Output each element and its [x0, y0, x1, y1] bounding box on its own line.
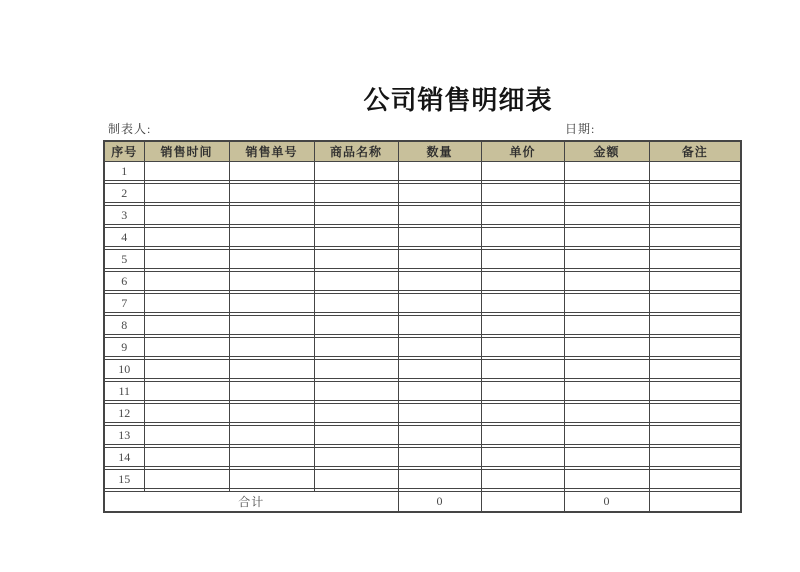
- cell-order_no: [229, 382, 314, 401]
- prepared-by-label: 制表人:: [108, 122, 152, 136]
- cell-sale_time: [144, 448, 229, 467]
- table-row: [104, 228, 741, 247]
- column-header-remark: 备注: [649, 141, 741, 162]
- cell-sale_time: [144, 470, 229, 489]
- cell-remark: [649, 184, 741, 203]
- cell-product_name: [314, 294, 398, 313]
- cell-product_name: [314, 250, 398, 269]
- cell-product_name: [314, 448, 398, 467]
- cell-amount: [564, 250, 649, 269]
- cell-order_no: [229, 294, 314, 313]
- cell-remark: [649, 162, 741, 181]
- cell-quantity: [398, 250, 481, 269]
- table-row: [104, 426, 741, 445]
- page-title: 公司销售明细表: [363, 85, 553, 115]
- cell-quantity: [398, 294, 481, 313]
- cell-remark: [649, 250, 741, 269]
- cell-order_no: [229, 470, 314, 489]
- cell-unit_price: [481, 162, 564, 181]
- cell-product_name: [314, 360, 398, 379]
- cell-order_no: [229, 448, 314, 467]
- column-header-unit-price: 单价: [481, 141, 564, 162]
- table-row: [104, 316, 741, 335]
- cell-product_name: [314, 206, 398, 225]
- cell-unit_price: [481, 228, 564, 247]
- cell-product_name: [314, 316, 398, 335]
- cell-remark: [649, 272, 741, 291]
- table-row: [104, 162, 741, 181]
- cell-sale_time: [144, 206, 229, 225]
- cell-product_name: [314, 184, 398, 203]
- row-number-cell: 4: [104, 228, 144, 247]
- cell-product_name: [314, 338, 398, 357]
- cell-amount: [564, 272, 649, 291]
- cell-unit_price: [481, 470, 564, 489]
- cell-amount: [564, 228, 649, 247]
- amount-total-cell: 0: [564, 492, 649, 513]
- cell-amount: [564, 184, 649, 203]
- cell-quantity: [398, 316, 481, 335]
- cell-quantity: [398, 470, 481, 489]
- cell-order_no: [229, 426, 314, 445]
- cell-remark: [649, 294, 741, 313]
- total-row: [104, 492, 741, 513]
- table-row: [104, 206, 741, 225]
- cell-sale_time: [144, 426, 229, 445]
- cell-order_no: [229, 404, 314, 423]
- column-header-sale-time: 销售时间: [144, 141, 229, 162]
- cell-quantity: [398, 206, 481, 225]
- cell-quantity: [398, 360, 481, 379]
- cell-unit_price: [481, 338, 564, 357]
- cell-remark: [649, 382, 741, 401]
- row-number-cell: 5: [104, 250, 144, 269]
- table-row: [104, 272, 741, 291]
- row-number-cell: 12: [104, 404, 144, 423]
- date-label: 日期:: [565, 122, 596, 136]
- cell-amount: [564, 404, 649, 423]
- cell-quantity: [398, 448, 481, 467]
- column-header-index: 序号: [104, 141, 144, 162]
- row-number-cell: 6: [104, 272, 144, 291]
- cell-quantity: [398, 272, 481, 291]
- cell-amount: [564, 162, 649, 181]
- cell-remark: [649, 448, 741, 467]
- cell-amount: [564, 426, 649, 445]
- cell-product_name: [314, 404, 398, 423]
- row-number-cell: 14: [104, 448, 144, 467]
- cell-order_no: [229, 184, 314, 203]
- cell-sale_time: [144, 162, 229, 181]
- table-row: [104, 382, 741, 401]
- cell-order_no: [229, 206, 314, 225]
- table-row: [104, 250, 741, 269]
- cell-unit_price: [481, 250, 564, 269]
- cell-quantity: [398, 382, 481, 401]
- row-number-cell: 10: [104, 360, 144, 379]
- table-row: [104, 360, 741, 379]
- cell-unit_price: [481, 294, 564, 313]
- cell-unit_price: [481, 426, 564, 445]
- cell-sale_time: [144, 272, 229, 291]
- cell-unit_price: [481, 316, 564, 335]
- quantity-total-cell: 0: [398, 492, 481, 513]
- cell-remark: [649, 206, 741, 225]
- row-number-cell: 3: [104, 206, 144, 225]
- cell-sale_time: [144, 228, 229, 247]
- cell-order_no: [229, 338, 314, 357]
- cell-product_name: [314, 470, 398, 489]
- table-row: [104, 184, 741, 203]
- cell-quantity: [398, 404, 481, 423]
- cell-amount: [564, 360, 649, 379]
- cell-amount: [564, 338, 649, 357]
- cell-remark: [649, 470, 741, 489]
- cell-remark: [649, 426, 741, 445]
- column-header-amount: 金额: [564, 141, 649, 162]
- unit-price-total-cell: [481, 492, 564, 513]
- remark-total-cell: [649, 492, 741, 513]
- cell-sale_time: [144, 294, 229, 313]
- cell-sale_time: [144, 184, 229, 203]
- cell-amount: [564, 382, 649, 401]
- cell-amount: [564, 316, 649, 335]
- row-number-cell: 7: [104, 294, 144, 313]
- row-number-cell: 8: [104, 316, 144, 335]
- cell-product_name: [314, 272, 398, 291]
- row-number-cell: 13: [104, 426, 144, 445]
- row-number-cell: 11: [104, 382, 144, 401]
- table-row: [104, 448, 741, 467]
- cell-unit_price: [481, 382, 564, 401]
- cell-unit_price: [481, 184, 564, 203]
- cell-product_name: [314, 162, 398, 181]
- cell-sale_time: [144, 250, 229, 269]
- row-number-cell: 1: [104, 162, 144, 181]
- cell-remark: [649, 316, 741, 335]
- cell-order_no: [229, 228, 314, 247]
- cell-amount: [564, 470, 649, 489]
- column-header-quantity: 数量: [398, 141, 481, 162]
- table-row: [104, 294, 741, 313]
- cell-sale_time: [144, 360, 229, 379]
- row-number-cell: 15: [104, 470, 144, 489]
- cell-quantity: [398, 426, 481, 445]
- table-header-row: [104, 141, 741, 162]
- cell-unit_price: [481, 360, 564, 379]
- cell-quantity: [398, 184, 481, 203]
- row-number-cell: 2: [104, 184, 144, 203]
- cell-order_no: [229, 272, 314, 291]
- table-row: [104, 404, 741, 423]
- row-number-cell: 9: [104, 338, 144, 357]
- cell-remark: [649, 228, 741, 247]
- column-header-product-name: 商品名称: [314, 141, 398, 162]
- cell-order_no: [229, 360, 314, 379]
- cell-unit_price: [481, 404, 564, 423]
- cell-amount: [564, 206, 649, 225]
- cell-order_no: [229, 162, 314, 181]
- cell-sale_time: [144, 338, 229, 357]
- cell-unit_price: [481, 448, 564, 467]
- cell-order_no: [229, 316, 314, 335]
- cell-sale_time: [144, 316, 229, 335]
- cell-quantity: [398, 338, 481, 357]
- cell-sale_time: [144, 382, 229, 401]
- table-row: [104, 470, 741, 489]
- total-label-cell: 合计: [104, 492, 398, 513]
- cell-unit_price: [481, 272, 564, 291]
- table-row: [104, 338, 741, 357]
- cell-quantity: [398, 228, 481, 247]
- cell-unit_price: [481, 206, 564, 225]
- cell-amount: [564, 294, 649, 313]
- cell-remark: [649, 404, 741, 423]
- cell-order_no: [229, 250, 314, 269]
- cell-sale_time: [144, 404, 229, 423]
- cell-product_name: [314, 382, 398, 401]
- cell-quantity: [398, 162, 481, 181]
- cell-amount: [564, 448, 649, 467]
- cell-remark: [649, 360, 741, 379]
- cell-product_name: [314, 426, 398, 445]
- sales-detail-table: [103, 140, 742, 513]
- cell-product_name: [314, 228, 398, 247]
- column-header-order-no: 销售单号: [229, 141, 314, 162]
- cell-remark: [649, 338, 741, 357]
